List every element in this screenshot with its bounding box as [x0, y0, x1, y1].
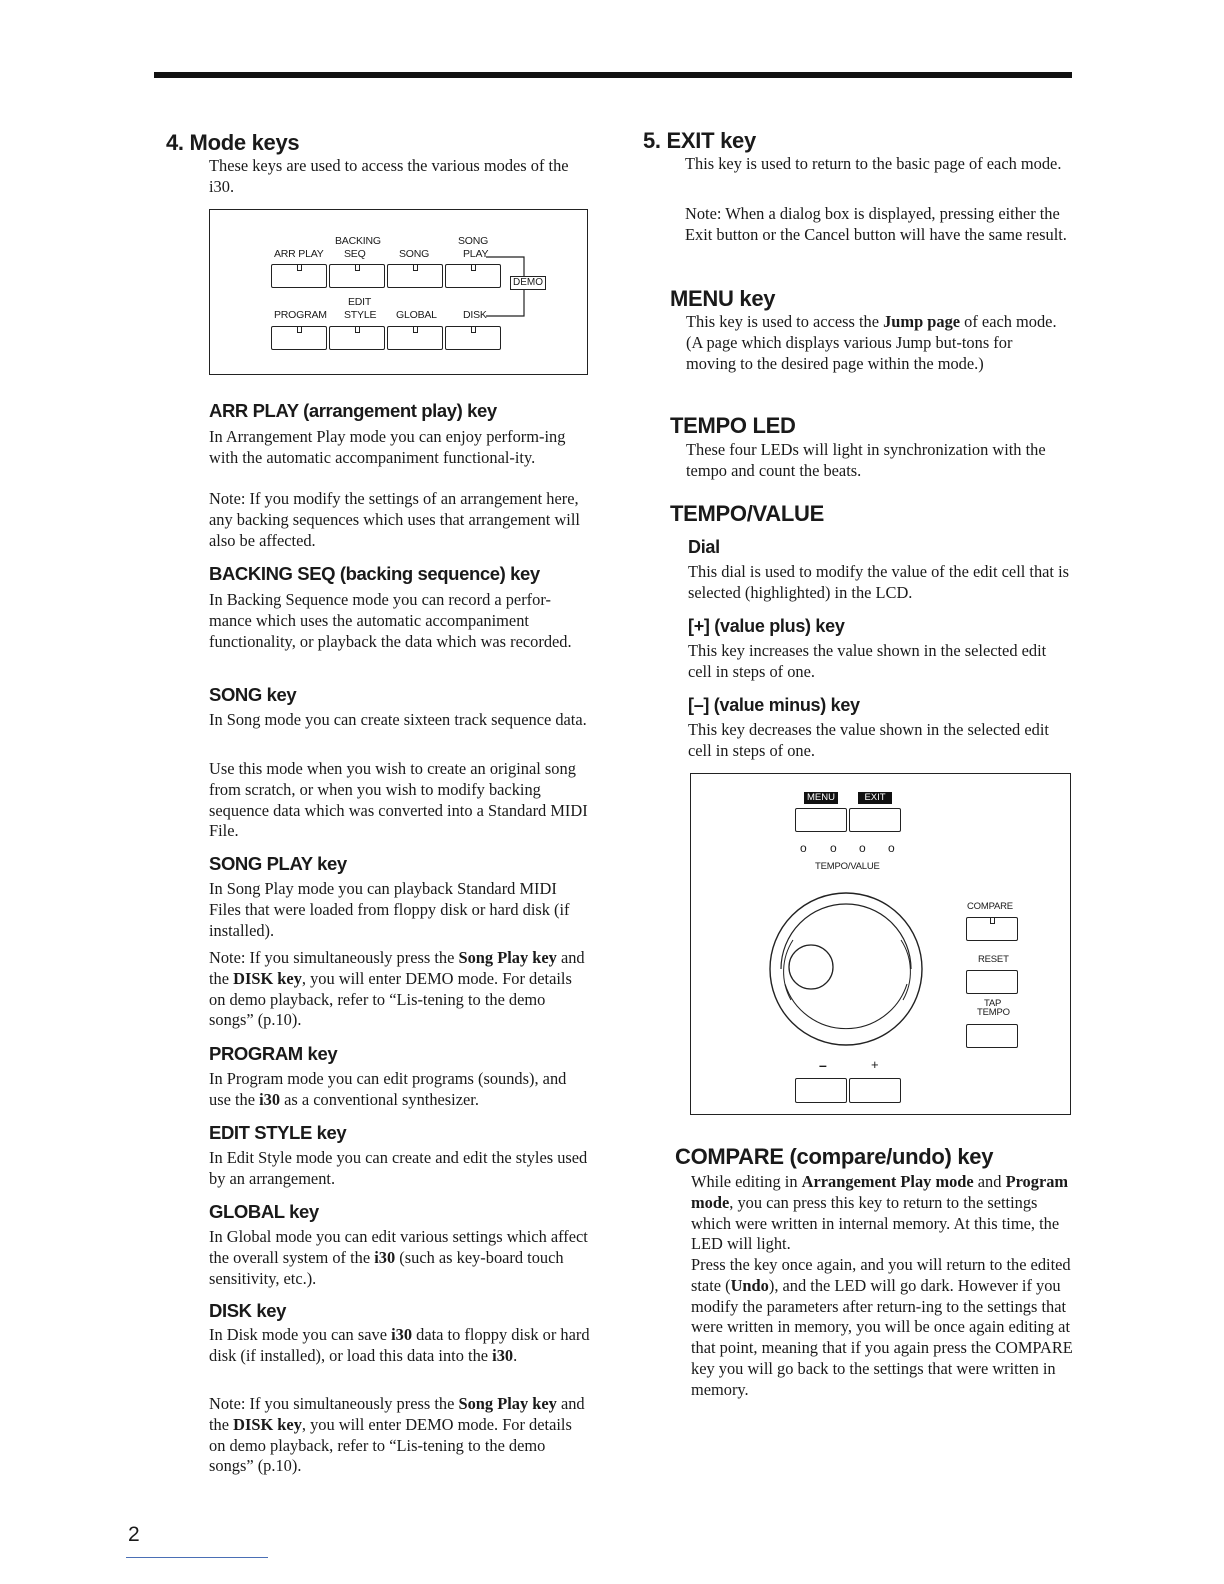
exit-text: This key is used to return to the basic page of each mode. [685, 154, 1062, 173]
compare-key[interactable] [966, 917, 1018, 941]
tempo-value-heading: TEMPO/VALUE [670, 501, 824, 526]
label-disk: DISK [463, 309, 487, 321]
disk-heading: DISK key [209, 1300, 287, 1321]
program-key[interactable] [271, 326, 327, 350]
tempo-led-heading: TEMPO LED [670, 413, 796, 438]
plus-text: This key increases the value shown in the selected edit cell in steps of one. [688, 641, 1047, 681]
arr-play-text: In Arrangement Play mode you can enjoy perform-ing with the automatic accompaniment functional-ity. [209, 427, 566, 467]
bottom-rule [126, 1557, 268, 1558]
value-plus-key[interactable] [849, 1078, 901, 1103]
label-song-play-2: PLAY [463, 248, 489, 260]
edit-style-text: In Edit Style mode you can create and edit the styles used by an arrangement. [209, 1148, 588, 1188]
value-minus-key[interactable] [795, 1078, 847, 1103]
program-text: In Program mode you can edit programs (sounds), and use the i30 as a conventional synthesizer. [209, 1069, 567, 1109]
tap-tempo-key[interactable] [966, 1024, 1018, 1048]
tempo-label: TEMPO [977, 1007, 1010, 1018]
led-icon [990, 917, 995, 924]
label-program: PROGRAM [274, 309, 327, 321]
edit-style-heading: EDIT STYLE key [209, 1122, 347, 1143]
reset-label: RESET [978, 954, 1009, 965]
tempo-led-4: o [888, 841, 895, 855]
global-text: In Global mode you can edit various settings which affect the overall system of the i30 (such as key-board touch sensitivity, etc.). [209, 1227, 588, 1288]
plus-heading: [+] (value plus) key [688, 616, 845, 636]
led-icon [413, 326, 418, 333]
plus-label: + [871, 1057, 879, 1072]
menu-label: MENU [804, 792, 838, 804]
exit-key[interactable] [849, 808, 901, 832]
minus-text: This key decreases the value shown in the selected edit cell in steps of one. [688, 720, 1049, 760]
backing-seq-text: In Backing Sequence mode you can record a perfor-mance which uses the automatic accompaniment functionality, or playback the data which was recorded. [209, 590, 572, 651]
led-icon [471, 326, 476, 333]
disk-note: Note: If you simultaneously press the Song Play key and the DISK key, you will enter DEMO mode. For details on demo playback, refer to “Lis-tening to the demo songs” (p.10). [209, 1394, 585, 1476]
tap-label: TAP [984, 998, 1002, 1009]
disk-key[interactable] [445, 326, 501, 350]
tempo-led-text: These four LEDs will light in synchronization with the tempo and count the beats. [686, 440, 1046, 480]
global-key[interactable] [387, 326, 443, 350]
exit-label: EXIT [858, 792, 892, 804]
song-play-note: Note: If you simultaneously press the Song Play key and the DISK key, you will enter DEMO mode. For details on demo playback, refer to “Lis-tening to the demo songs” (p.10). [209, 948, 585, 1030]
label-arr-play: ARR PLAY [274, 248, 324, 260]
led-icon [355, 326, 360, 333]
top-rule [154, 72, 1072, 78]
arr-play-note: Note: If you modify the settings of an arrangement here, any backing sequences which uses that arrangement will also be affected. [209, 489, 580, 550]
page-number: 2 [128, 1523, 140, 1546]
compare-label: COMPARE [967, 901, 1013, 912]
dial-text: This dial is used to modify the value of the edit cell that is selected (highlighted) in the LCD. [688, 562, 1070, 602]
mode-keys-diagram [209, 209, 588, 375]
exit-note: Note: When a dialog box is displayed, pressing either the Exit button or the Cancel button will have the same result. [685, 204, 1067, 244]
compare-text-2: Press the key once again, and you will return to the edited state (Undo), and the LED will go dark. However if you modify the parameters after return-ing to the settings that were written in memory, you will be once again editing at that point, meaning that if you again press the COMPARE key you will go back to the settings that were written in memory. [691, 1255, 1073, 1399]
label-global: GLOBAL [396, 309, 437, 321]
label-song: SONG [399, 248, 430, 260]
dial-heading: Dial [688, 537, 720, 557]
tempo-value-dial[interactable] [761, 884, 931, 1054]
song-text-1: In Song mode you can create sixteen track sequence data. [209, 710, 587, 729]
label-song-play-1: SONG [458, 235, 489, 247]
edit-style-key[interactable] [329, 326, 385, 350]
tempo-led-1: o [800, 841, 807, 855]
arr-play-heading: ARR PLAY (arrangement play) key [209, 400, 497, 421]
tempo-led-3: o [859, 841, 866, 855]
backing-seq-heading: BACKING SEQ (backing sequence) key [209, 563, 540, 584]
menu-heading: MENU key [670, 286, 776, 311]
global-heading: GLOBAL key [209, 1201, 319, 1222]
minus-heading: [–] (value minus) key [688, 695, 860, 715]
mode-keys-heading: 4. Mode keys [166, 130, 300, 155]
menu-text: This key is used to access the Jump page of each mode. (A page which displays various Jump but-tons for moving to the desired page within the mode.) [686, 312, 1057, 373]
mode-keys-intro: These keys are used to access the various modes of the i30. [209, 156, 569, 196]
demo-bracket [210, 210, 589, 376]
disk-text: In Disk mode you can save i30 data to floppy disk or hard disk (if installed), or load this data into the i30. [209, 1325, 590, 1365]
tempo-panel-diagram [690, 773, 1071, 1115]
compare-heading: COMPARE (compare/undo) key [675, 1144, 994, 1169]
song-text-2: Use this mode when you wish to create an original song from scratch, or when you wish to modify backing sequence data which was converted into a Standard MIDI File. [209, 759, 588, 841]
reset-key[interactable] [966, 970, 1018, 994]
demo-label: DEMO [510, 276, 546, 290]
program-heading: PROGRAM key [209, 1043, 338, 1064]
menu-key[interactable] [795, 808, 847, 832]
exit-heading: 5. EXIT key [643, 128, 756, 153]
song-play-text: In Song Play mode you can playback Standard MIDI Files that were loaded from floppy disk or hard disk (if installed). [209, 879, 570, 940]
minus-label: – [819, 1057, 827, 1073]
tempo-value-label: TEMPO/VALUE [815, 861, 880, 872]
compare-text-1: While editing in Arrangement Play mode and Program mode, you can press this key to return to the settings which were written in internal memory. At this time, the LED will light. [691, 1172, 1069, 1254]
label-style: STYLE [344, 309, 377, 321]
song-heading: SONG key [209, 684, 297, 705]
tempo-led-2: o [830, 841, 837, 855]
label-backing: BACKING [335, 235, 381, 247]
led-icon [297, 326, 302, 333]
song-play-heading: SONG PLAY key [209, 853, 347, 874]
label-edit: EDIT [348, 296, 372, 308]
label-seq: SEQ [344, 248, 366, 260]
